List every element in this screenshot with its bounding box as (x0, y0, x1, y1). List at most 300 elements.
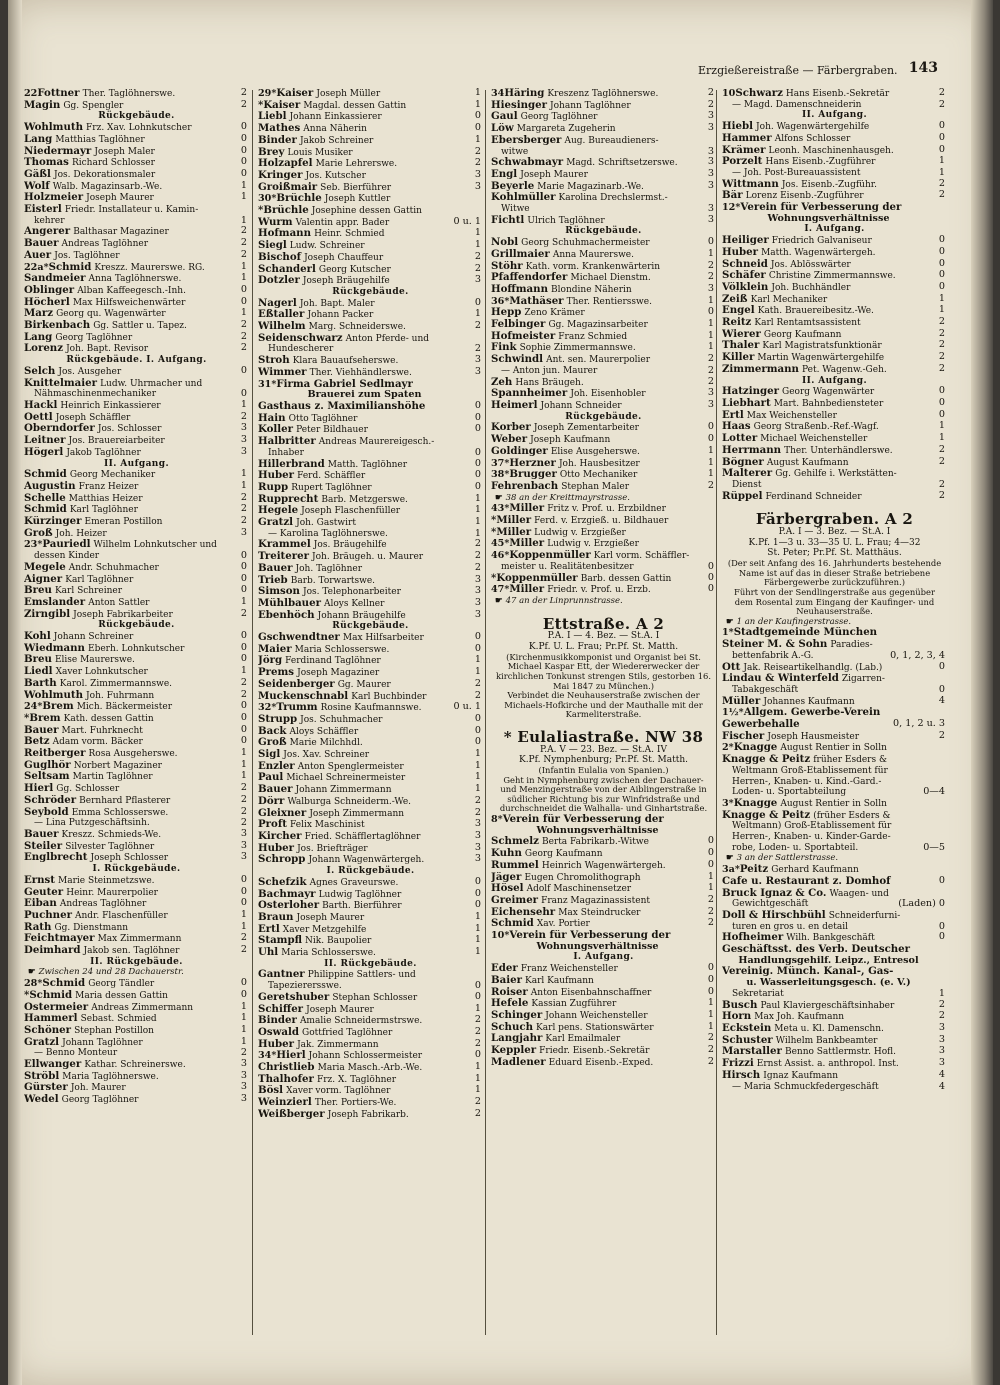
resident-name: Angerer (24, 226, 71, 238)
resident-occupation: Joseph Chauffeur (304, 252, 384, 263)
resident-occupation: Stephan Maler (561, 481, 629, 492)
resident-name: Thaler (722, 340, 760, 352)
floor-number: 2 (707, 894, 714, 905)
resident-entry (258, 470, 483, 482)
resident-entry (24, 204, 249, 216)
house-number: 23* (24, 539, 43, 551)
note-text: 3 an der Sattlerstrasse. (736, 853, 839, 864)
resident-name: Häring (504, 88, 545, 99)
resident-occupation: — Magd. Damenschneiderin (732, 99, 862, 110)
street-description: (Der seit Anfang des 16. Jahrhunderts bestehende Name ist auf das in dieser Straße betriebene Färbergewerbe zurückzuführen.) (727, 558, 942, 588)
floor-number: 0 (707, 986, 714, 997)
resident-name: Rupprecht (258, 493, 319, 505)
floor-number: 0 (938, 932, 945, 943)
floor-number: 2 (240, 492, 247, 503)
resident-occupation: Matth. Wagenwärtergeh. (761, 247, 876, 258)
resident-occupation: Max Hilfsarbeiter (342, 633, 424, 644)
floor-number: 0 (707, 848, 714, 859)
resident-name: Nobl (491, 237, 519, 249)
floor-number: 2 (474, 1108, 481, 1119)
house-number: 1* (722, 627, 734, 639)
resident-entry (722, 202, 947, 214)
floor-number: 2 (474, 539, 481, 550)
resident-occupation: Matthias Heizer (68, 493, 143, 504)
resident-entry (491, 261, 716, 273)
floor-number: 1 (474, 935, 481, 946)
floor-number: 3 (240, 435, 247, 446)
resident-name: Pfaffendorfer (491, 272, 568, 284)
floor-number: 2 (707, 480, 714, 491)
resident-name: Fichtl (491, 214, 525, 226)
resident-occupation: Karl Emailmaler (545, 1034, 621, 1045)
resident-name: Schneid (722, 258, 768, 270)
resident-entry (722, 259, 947, 271)
resident-entry (24, 504, 249, 516)
floor-number: 2 (474, 551, 481, 562)
resident-occupation: Zigarren- (841, 674, 885, 685)
floor-number: 3 (707, 157, 714, 168)
resident-entry (491, 88, 716, 100)
floor-number: 1 (474, 911, 481, 922)
resident-occupation: meister u. Realitätenbesitzer (501, 561, 634, 572)
floor-number: 3 (474, 831, 481, 841)
floor-number: 2 (474, 158, 481, 169)
resident-occupation: Heinrich Wagenwärtergeh. (541, 860, 666, 871)
resident-entry (24, 88, 249, 100)
resident-occupation: Wilhelm Lohnkutscher und (93, 540, 217, 551)
street-description: Verbindet die Neuhauserstraße zwischen der Michaels-Hofkirche und der Mauthalle mit der Karmeliterstraße. (504, 690, 703, 720)
resident-name: Sandmeier (24, 273, 86, 285)
resident-occupation: Karl pens. Stationswärter (536, 1022, 654, 1033)
house-number: 38* (491, 469, 510, 481)
resident-occupation: Marg. Schneiderswe. (308, 322, 406, 333)
resident-entry (258, 843, 483, 855)
resident-name: Hierl (276, 1050, 306, 1062)
floor-number: 3 (938, 1058, 945, 1069)
floor-number: 2 (240, 343, 247, 354)
building-section-heading: Rückgebäude. (565, 226, 642, 237)
floor-number: 1 (474, 99, 481, 110)
resident-name: Hiebl (722, 121, 753, 133)
floor-number: 0 (240, 886, 247, 897)
resident-entry (258, 494, 483, 506)
floor-number: 0 (474, 458, 481, 469)
resident-entry (258, 586, 483, 598)
house-number: 37* (491, 457, 510, 469)
resident-entry (258, 539, 483, 551)
resident-occupation: Anton Eisenbahnschaffner (530, 987, 652, 998)
resident-occupation: Joseph Hausmeister (767, 731, 859, 742)
resident-occupation: Jos. Briefträger (297, 843, 368, 854)
resident-name: Proft (258, 819, 287, 831)
resident-entry (722, 386, 947, 398)
resident-occupation: Ludwig v. Erzgießer (534, 527, 626, 538)
resident-entry (722, 1000, 947, 1012)
street-admin-info: K.Pf. 1—3 u. 33—35 U. L. Frau; 4—32 (748, 537, 921, 548)
entry-continuation (491, 366, 716, 377)
resident-occupation: Benno Sattlermstr. Hofl. (784, 1047, 896, 1058)
column-rule (716, 90, 717, 1335)
resident-name: Schwarz (735, 88, 783, 99)
resident-name: Felbinger (491, 319, 546, 331)
resident-name: Selch (24, 365, 56, 377)
resident-entry (258, 1050, 483, 1062)
entry-continuation (722, 480, 947, 491)
resident-entry (258, 1004, 483, 1016)
floor-number: 0 (938, 258, 945, 269)
resident-occupation: Balthasar Magaziner (73, 227, 169, 238)
resident-name: Ströbl (24, 1070, 60, 1082)
resident-name: Zirngibl (24, 608, 71, 620)
resident-occupation: Paradies- (830, 640, 873, 651)
resident-name: Strupp (258, 713, 298, 725)
resident-entry (722, 468, 947, 480)
floor-number: 1 (938, 293, 945, 304)
resident-occupation: Frz. Xav. Lohnkutscher (86, 123, 192, 134)
floor-number: 1 (707, 248, 714, 259)
resident-occupation: Joh. Bapt. Revisor (66, 344, 149, 355)
floor-number: 2 (938, 490, 945, 501)
resident-occupation: Kath. Brauereibesitz.-We. (757, 306, 874, 317)
floor-number: 3 (707, 168, 714, 179)
floor-number: 1 (240, 399, 247, 410)
resident-entry (258, 193, 483, 205)
floor-number: 0 (707, 836, 714, 847)
entry-name-continuation: Wohnungsverhältnisse (767, 213, 890, 224)
resident-occupation: Felix Maschinist (289, 820, 365, 831)
resident-name: Bauer (24, 238, 59, 250)
resident-occupation: Kath. dessen Gattin (63, 713, 154, 724)
resident-entry (24, 308, 249, 320)
resident-name: Oswald (258, 1026, 299, 1038)
entry-name-continuation: Wohnungsverhältnisse (536, 825, 659, 836)
resident-entry (24, 226, 249, 238)
resident-entry (722, 719, 947, 731)
floor-number: 0 (474, 737, 481, 748)
resident-name: Magin (24, 99, 61, 111)
resident-name: Stroh (258, 355, 290, 367)
resident-occupation: Jos. Kutscher (305, 170, 366, 181)
floor-number: 1 (240, 596, 247, 607)
resident-name: Stöhr (491, 260, 523, 272)
resident-entry (258, 796, 483, 808)
resident-occupation: Joseph Zimmermann (309, 808, 405, 819)
floor-number: 2 (707, 918, 714, 929)
resident-entry (491, 1022, 716, 1034)
floor-number: 0 (938, 132, 945, 143)
resident-occupation: Heinr. Schmied (314, 229, 385, 240)
resident-entry (24, 678, 249, 690)
floor-number: 2 (707, 354, 714, 365)
resident-name: Marz (24, 308, 54, 320)
resident-name: Schelle (24, 492, 66, 504)
floor-number: 0—4 (923, 787, 945, 798)
resident-occupation: Joseph Schlosser (90, 853, 169, 864)
resident-occupation: Silvester Taglöhner (65, 841, 155, 852)
resident-entry (258, 401, 483, 413)
pointing-hand-icon: ☛ (495, 595, 506, 606)
floor-number: 3 (707, 180, 714, 191)
resident-name: Hammerl (24, 1013, 78, 1025)
resident-entry (258, 217, 483, 229)
resident-name: Back (258, 725, 287, 737)
floor-number: 0 (707, 422, 714, 433)
floor-number: 1 (474, 667, 481, 678)
resident-occupation: Anna Taglöhnerswe. (88, 274, 182, 285)
resident-entry (258, 702, 483, 714)
cross-reference-note (722, 617, 947, 628)
resident-name: Miller (509, 584, 545, 596)
resident-occupation: Joh. Hausbesitzer (558, 458, 640, 469)
floor-number: 3 (474, 819, 481, 830)
resident-entry (24, 169, 249, 181)
floor-number: 1 (474, 1003, 481, 1014)
resident-occupation: Martin Taglöhner (72, 772, 153, 783)
resident-name: Binder (258, 1015, 297, 1027)
floor-number: 2 (474, 807, 481, 818)
resident-entry (24, 1013, 249, 1025)
cross-reference-note (491, 493, 716, 504)
resident-occupation: Barth. Bierführer (322, 901, 402, 912)
resident-occupation: Friedrich Galvaniseur (771, 236, 872, 247)
floor-number: 0 (938, 875, 945, 886)
building-section-heading: II. Aufgang. (802, 110, 867, 121)
resident-occupation: Rosa Ausgeherswe. (88, 749, 178, 760)
resident-name: Oblinger (24, 284, 75, 296)
entry-continuation (722, 922, 947, 933)
resident-occupation: Inhaber (268, 447, 304, 458)
resident-entry (258, 170, 483, 182)
resident-occupation: Johannes Kaufmann (763, 696, 855, 707)
resident-entry (722, 966, 947, 978)
pointing-hand-icon: ☛ (28, 967, 39, 978)
entry-continuation (258, 981, 483, 992)
resident-entry (24, 400, 249, 412)
resident-occupation: — Anton jun. Maurer (501, 365, 598, 376)
floor-number: 2 (707, 99, 714, 110)
resident-occupation: Herren-, Knaben- u. Kind.-Gard.- (732, 776, 882, 787)
running-title: Erzgießereistraße — Färbergraben. (698, 64, 898, 77)
resident-occupation: Karl Taglöhner (65, 574, 134, 585)
resident-name: Lotter (722, 433, 758, 445)
resident-occupation: Barb. dessen Gattin (580, 573, 672, 584)
floor-number: 0 (474, 991, 481, 1002)
resident-entry (491, 249, 716, 261)
resident-occupation: August Kaufmann (766, 457, 849, 468)
resident-occupation: Joseph Maurer (306, 1004, 374, 1015)
floor-number: 0 (240, 284, 247, 295)
floor-number: 2 (240, 320, 247, 331)
resident-name: Groß (258, 737, 287, 749)
entry-continuation (722, 651, 947, 662)
floor-number: 1 (240, 480, 247, 491)
floor-number: 2 (938, 328, 945, 339)
floor-number: 3 (707, 204, 714, 215)
resident-occupation: Jos. Schlosser (97, 424, 162, 435)
floor-number: 1 (938, 421, 945, 432)
building-section-heading: Rückgebäude. I. Aufgang. (66, 355, 207, 366)
resident-occupation: Wilh. Bankgeschäft (786, 933, 875, 944)
resident-entry (258, 877, 483, 889)
resident-name: Breu (24, 654, 52, 666)
resident-name: *Kaiser (258, 99, 301, 111)
floor-number: 1 (240, 771, 247, 782)
resident-entry (722, 364, 947, 376)
resident-occupation: Karl Magistratsfunktionär (762, 341, 882, 352)
resident-occupation: Jos. Schuhmacher (300, 714, 383, 725)
resident-entry (722, 190, 947, 202)
resident-entry (24, 273, 249, 285)
house-number: 1½* (722, 707, 744, 719)
resident-name: Goldinger (491, 445, 548, 457)
resident-name: Schmid (24, 504, 67, 516)
resident-occupation: Ther. Rentiersswe. (566, 296, 652, 307)
floor-number: 0 (474, 888, 481, 899)
resident-name: Malterer (722, 468, 773, 480)
resident-occupation: Anna Maurerswe. (552, 249, 634, 260)
resident-entry (491, 872, 716, 884)
floor-number: 0 (474, 900, 481, 911)
floor-number: 0 (240, 712, 247, 723)
resident-entry (24, 978, 249, 990)
resident-name: Wilhelm (258, 321, 306, 333)
resident-entry (24, 516, 249, 528)
resident-occupation: Sekretariat (732, 988, 784, 999)
resident-name: Cafe u. Restaurant z. Domhof (722, 875, 891, 887)
note-text: 1 an der Kaufingerstrasse. (736, 616, 852, 627)
resident-occupation: Aug. Bureaudieners- (564, 135, 659, 146)
resident-entry (722, 707, 947, 719)
resident-name: Schäfer (722, 270, 766, 282)
resident-name: Wohlmuth (24, 122, 83, 134)
resident-occupation: Ulrich Taglöhner (527, 215, 605, 226)
resident-occupation: Gg. Gehilfe i. Werkstätten- (775, 469, 897, 480)
resident-name: Braun (258, 911, 294, 923)
resident-name: Wolf (24, 180, 50, 192)
resident-name: Lorenz (24, 343, 63, 355)
building-section-heading: Rückgebäude. (565, 411, 642, 422)
floor-number: 2 (240, 689, 247, 700)
entry-continuation (722, 821, 947, 832)
resident-name: Fehrenbach (491, 480, 559, 492)
resident-occupation: Jos. Brauereiarbeiter (68, 436, 165, 447)
resident-entry (24, 990, 249, 1002)
resident-occupation: Anton Sattler (88, 597, 150, 608)
resident-name: Marstaller (722, 1046, 782, 1058)
resident-occupation: Kathar. Schreinerswe. (84, 1060, 186, 1071)
resident-occupation: Hundescherer (268, 344, 334, 355)
resident-entry (24, 238, 249, 250)
resident-name: Trieb (258, 574, 288, 586)
floor-number: 0 (707, 572, 714, 583)
resident-name: Korber (491, 422, 531, 434)
house-number: 8* (491, 813, 503, 825)
resident-occupation: Valentin appr. Bader (295, 217, 390, 228)
floor-number: 1 (474, 655, 481, 666)
resident-entry (722, 270, 947, 282)
resident-entry (491, 434, 716, 446)
resident-name: Schwabmayr (491, 157, 564, 169)
resident-occupation: Barb. Torwartswe. (290, 575, 376, 586)
entry-continuation (24, 1048, 249, 1059)
resident-occupation: Georg Mechaniker (69, 470, 156, 481)
street-description: Führt von der Sendlingerstraße aus gegenüber dem Rosental zum Eingang der Kaufinger- und Neuhauserstraße. (734, 586, 935, 617)
floor-number: 0 (240, 551, 247, 562)
resident-occupation: Ferd. Schäffler (297, 471, 366, 482)
resident-name: Schmid (48, 261, 92, 273)
floor-number: 2 (707, 260, 714, 271)
floor-number: 2 (938, 363, 945, 374)
floor-number: 1 (474, 923, 481, 934)
resident-occupation: Ludwig v. Erzgießer (547, 539, 639, 550)
resident-name: Verein für Verbesserung der (502, 813, 664, 825)
resident-name: Bösl (258, 1085, 284, 1097)
resident-occupation: Joh. Fuhrmann (86, 690, 155, 701)
resident-occupation: Friedr. Installateur u. Kamin- (64, 205, 199, 216)
floor-number: 3 (240, 852, 247, 863)
floor-number: 2 (474, 321, 481, 332)
resident-entry (491, 515, 716, 527)
resident-name: Baier (491, 974, 522, 986)
floor-number: 3 (240, 527, 247, 538)
resident-entry (24, 192, 249, 204)
resident-name: Huber (258, 470, 295, 482)
resident-occupation: Friedr. v. Prof. u. Erzb. (547, 585, 651, 596)
resident-name: Rummel (491, 859, 539, 871)
floor-number: 0 (938, 270, 945, 281)
resident-entry (722, 235, 947, 247)
resident-occupation: Peter Bildhauer (296, 425, 368, 436)
resident-occupation: Philippine Sattlers- und (307, 970, 416, 981)
floor-number: 0 (474, 111, 481, 122)
resident-occupation: Frz. X. Taglöhner (316, 1074, 397, 1085)
resident-name: Schanderl (258, 263, 316, 275)
pointing-hand-icon: ☛ (726, 616, 737, 627)
resident-occupation: Klara Bauaufseherswe. (292, 356, 399, 367)
resident-entry (258, 610, 483, 622)
resident-name: Niedermayr (24, 145, 92, 157)
resident-name: Porzelt (722, 156, 763, 168)
resident-name: Binder (258, 134, 297, 146)
resident-entry (722, 876, 947, 888)
resident-occupation: Andr. Flaschenfüller (75, 910, 168, 921)
resident-name: Holzapfel (258, 158, 313, 170)
resident-name: Eichensehr (491, 906, 556, 918)
resident-occupation: Joseph Maurer (296, 912, 365, 923)
resident-name: Prems (258, 667, 295, 679)
resident-occupation: Joh. Buchhändler (771, 282, 851, 293)
resident-occupation: Ignaz Kaufmann (763, 1070, 839, 1081)
resident-occupation: Richard Schlosser (71, 158, 155, 169)
resident-name: Seybold (24, 806, 69, 818)
resident-occupation: (früher Esders & (813, 810, 891, 821)
resident-name: Gürster (24, 1082, 68, 1094)
resident-name: Hatzinger (722, 386, 779, 398)
resident-name: Geschäftsst. des Verb. Deutscher (722, 944, 911, 956)
resident-name: Schuster (722, 1034, 773, 1046)
resident-entry (491, 975, 716, 987)
resident-entry (24, 643, 249, 655)
resident-entry (24, 701, 249, 713)
resident-entry (24, 1037, 249, 1049)
resident-occupation: Ludw. Schreiner (289, 241, 365, 252)
resident-occupation: Joseph Magaziner (297, 668, 380, 679)
building-section-heading: II. Rückgebäude. (90, 956, 183, 967)
resident-occupation: Georg Kutscher (318, 264, 391, 275)
resident-name: *Miller (491, 515, 532, 527)
resident-occupation: Michael Dienstm. (570, 273, 651, 284)
resident-name: *Schmid (24, 989, 73, 1001)
